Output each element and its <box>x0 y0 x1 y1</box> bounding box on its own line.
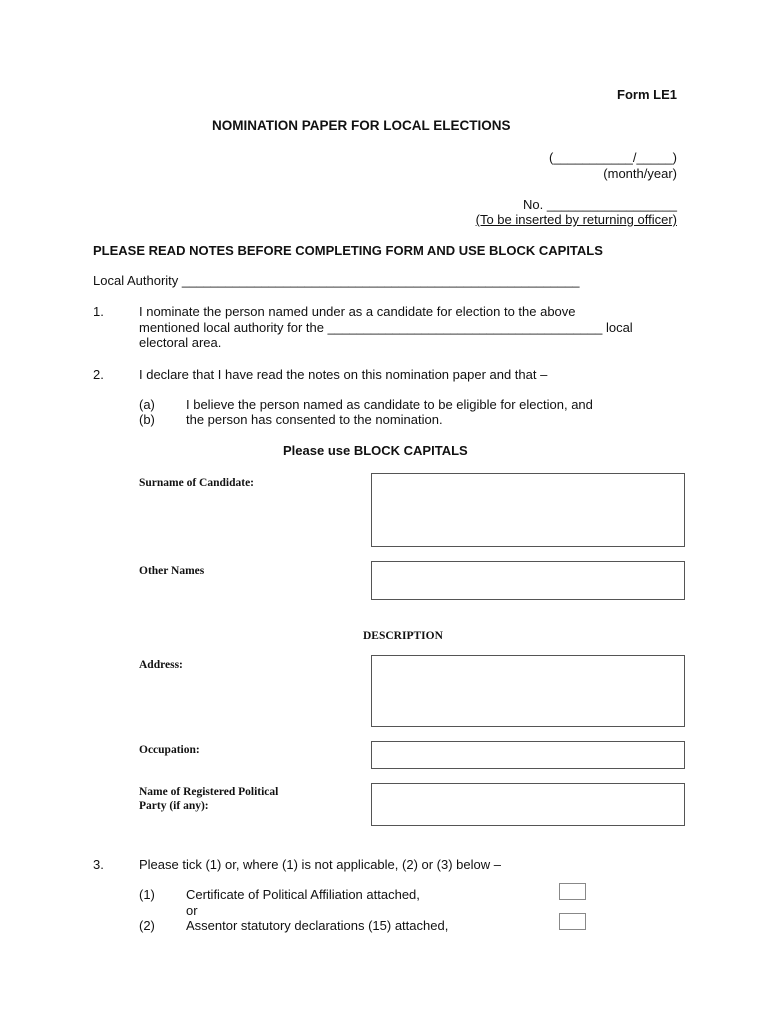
item3-text: Please tick (1) or, where (1) is not applicable, (2) or (3) below – <box>139 857 501 872</box>
date-blank: (___________/_____) <box>549 150 677 165</box>
surname-label: Surname of Candidate: <box>139 477 255 489</box>
form-id: Form LE1 <box>617 87 677 102</box>
or-text: or <box>186 903 198 918</box>
description-heading: DESCRIPTION <box>363 630 443 642</box>
surname-field[interactable] <box>371 473 685 547</box>
item2-text: I declare that I have read the notes on this nomination paper and that – <box>139 367 548 382</box>
item3-number: 3. <box>93 857 104 872</box>
date-label: (month/year) <box>603 166 677 181</box>
item2-a-text: I believe the person named as candidate to be eligible for election, and <box>186 397 593 412</box>
option2-checkbox[interactable] <box>559 913 586 930</box>
instruction-heading: PLEASE READ NOTES BEFORE COMPLETING FORM AND USE BLOCK CAPITALS <box>93 243 603 258</box>
other-names-label: Other Names <box>139 565 205 577</box>
option2-label: (2) <box>139 918 155 933</box>
address-field[interactable] <box>371 655 685 727</box>
party-label-line2: Party (if any): <box>139 800 209 812</box>
item1-line3: electoral area. <box>139 335 222 350</box>
option1-checkbox[interactable] <box>559 883 586 900</box>
option2-text: Assentor statutory declarations (15) attached, <box>186 918 449 933</box>
address-label: Address: <box>139 659 183 671</box>
item2-b-label: (b) <box>139 412 155 427</box>
occupation-label: Occupation: <box>139 744 200 756</box>
party-label-line1: Name of Registered Political <box>139 786 279 798</box>
item1-line1: I nominate the person named under as a candidate for election to the above <box>139 304 576 319</box>
option1-label: (1) <box>139 887 155 902</box>
page-title: NOMINATION PAPER FOR LOCAL ELECTIONS <box>212 118 511 133</box>
item1-line2: mentioned local authority for the ______________________________________ local <box>139 320 633 335</box>
item1-number: 1. <box>93 304 104 319</box>
local-authority-line: Local Authority _______________________________________________________ <box>93 273 580 288</box>
number-note: (To be inserted by returning officer) <box>475 212 677 227</box>
other-names-field[interactable] <box>371 561 685 600</box>
block-capitals-heading: Please use BLOCK CAPITALS <box>283 443 468 458</box>
option1-text: Certificate of Political Affiliation attached, <box>186 887 420 902</box>
item2-a-label: (a) <box>139 397 155 412</box>
occupation-field[interactable] <box>371 741 685 769</box>
party-field[interactable] <box>371 783 685 826</box>
number-line: No. __________________ <box>523 197 677 212</box>
item2-b-text: the person has consented to the nomination. <box>186 412 443 427</box>
item2-number: 2. <box>93 367 104 382</box>
